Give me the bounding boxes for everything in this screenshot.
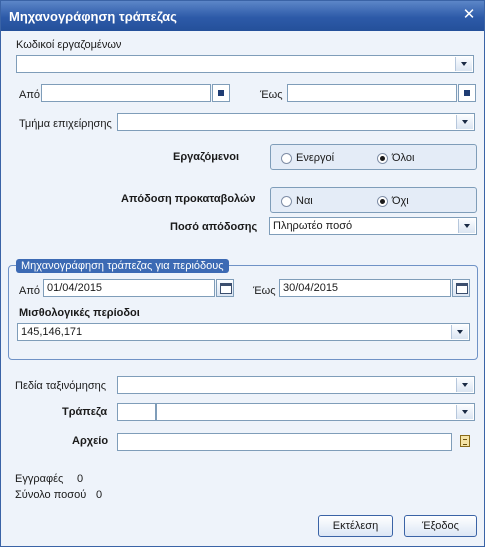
employees-radio-group [270,144,477,170]
bank-combo[interactable] [156,403,475,421]
from-code-input[interactable] [41,84,211,102]
employees-all-radio[interactable] [377,153,388,164]
business-unit-combo[interactable] [117,113,475,131]
total-amount-value: 0 [96,489,103,501]
amount-label: Ποσό απόδοσης [170,221,258,233]
to-lookup-button[interactable] [458,84,476,102]
sort-fields-combo[interactable] [117,376,475,394]
browse-file-icon[interactable] [460,435,470,447]
period-from-label: Από [19,285,41,297]
period-from-date-value: 01/04/2015 [47,282,103,294]
calendar-icon[interactable] [452,279,470,297]
periods-label: Μισθολογικές περίοδοι [19,307,140,319]
periods-value: 145,146,171 [21,326,83,338]
chevron-down-icon[interactable] [456,115,473,129]
to-label: Έως [260,89,283,101]
from-lookup-button[interactable] [212,84,230,102]
records-value: 0 [77,473,84,485]
file-label: Αρχείο [72,435,109,447]
from-label: Από [19,89,41,101]
employees-active-label: Ενεργοί [296,152,335,164]
to-code-input[interactable] [287,84,457,102]
records-label: Εγγραφές [15,473,64,485]
period-section [8,260,478,360]
file-input[interactable] [117,433,452,451]
chevron-down-icon[interactable] [456,405,473,419]
window-title: Μηχανογράφηση τράπεζας [9,9,177,24]
chevron-down-icon[interactable] [451,325,468,339]
advance-no-radio[interactable] [377,196,388,207]
period-to-date-value: 30/04/2015 [283,282,339,294]
business-unit-label: Τμήμα επιχείρησης [19,118,112,130]
advance-yes-radio[interactable] [281,196,292,207]
period-to-date-input[interactable] [279,279,451,297]
period-from-date-input[interactable] [43,279,215,297]
period-to-label: Έως [253,285,276,297]
bank-code-input[interactable] [117,403,156,421]
advance-yes-label: Ναι [296,195,313,207]
close-icon[interactable]: ✕ [462,6,476,23]
exit-button[interactable]: Έξοδος [404,515,477,537]
employee-codes-label: Κωδικοί εργαζομένων [16,39,122,51]
advance-no-label: Όχι [392,195,409,207]
total-amount-label: Σύνολο ποσού [15,489,87,501]
title-bar [1,1,484,31]
advance-label: Απόδοση προκαταβολών [121,193,256,205]
calendar-icon[interactable] [216,279,234,297]
chevron-down-icon[interactable] [458,219,475,233]
employees-active-radio[interactable] [281,153,292,164]
bank-label: Τράπεζα [62,406,108,418]
period-section-title: Μηχανογράφηση τράπεζας για περιόδους [16,259,229,273]
employees-all-label: Όλοι [392,152,415,164]
periods-combo[interactable] [17,323,470,341]
advance-radio-group [270,187,477,213]
amount-value: Πληρωτέο ποσό [273,220,353,232]
employees-label: Εργαζόμενοι [173,151,240,163]
sort-fields-label: Πεδία ταξινόμησης [15,380,107,392]
chevron-down-icon[interactable] [455,57,472,71]
chevron-down-icon[interactable] [456,378,473,392]
employee-codes-combo[interactable] [16,55,474,73]
amount-combo[interactable] [269,217,477,235]
execute-button[interactable]: Εκτέλεση [318,515,393,537]
